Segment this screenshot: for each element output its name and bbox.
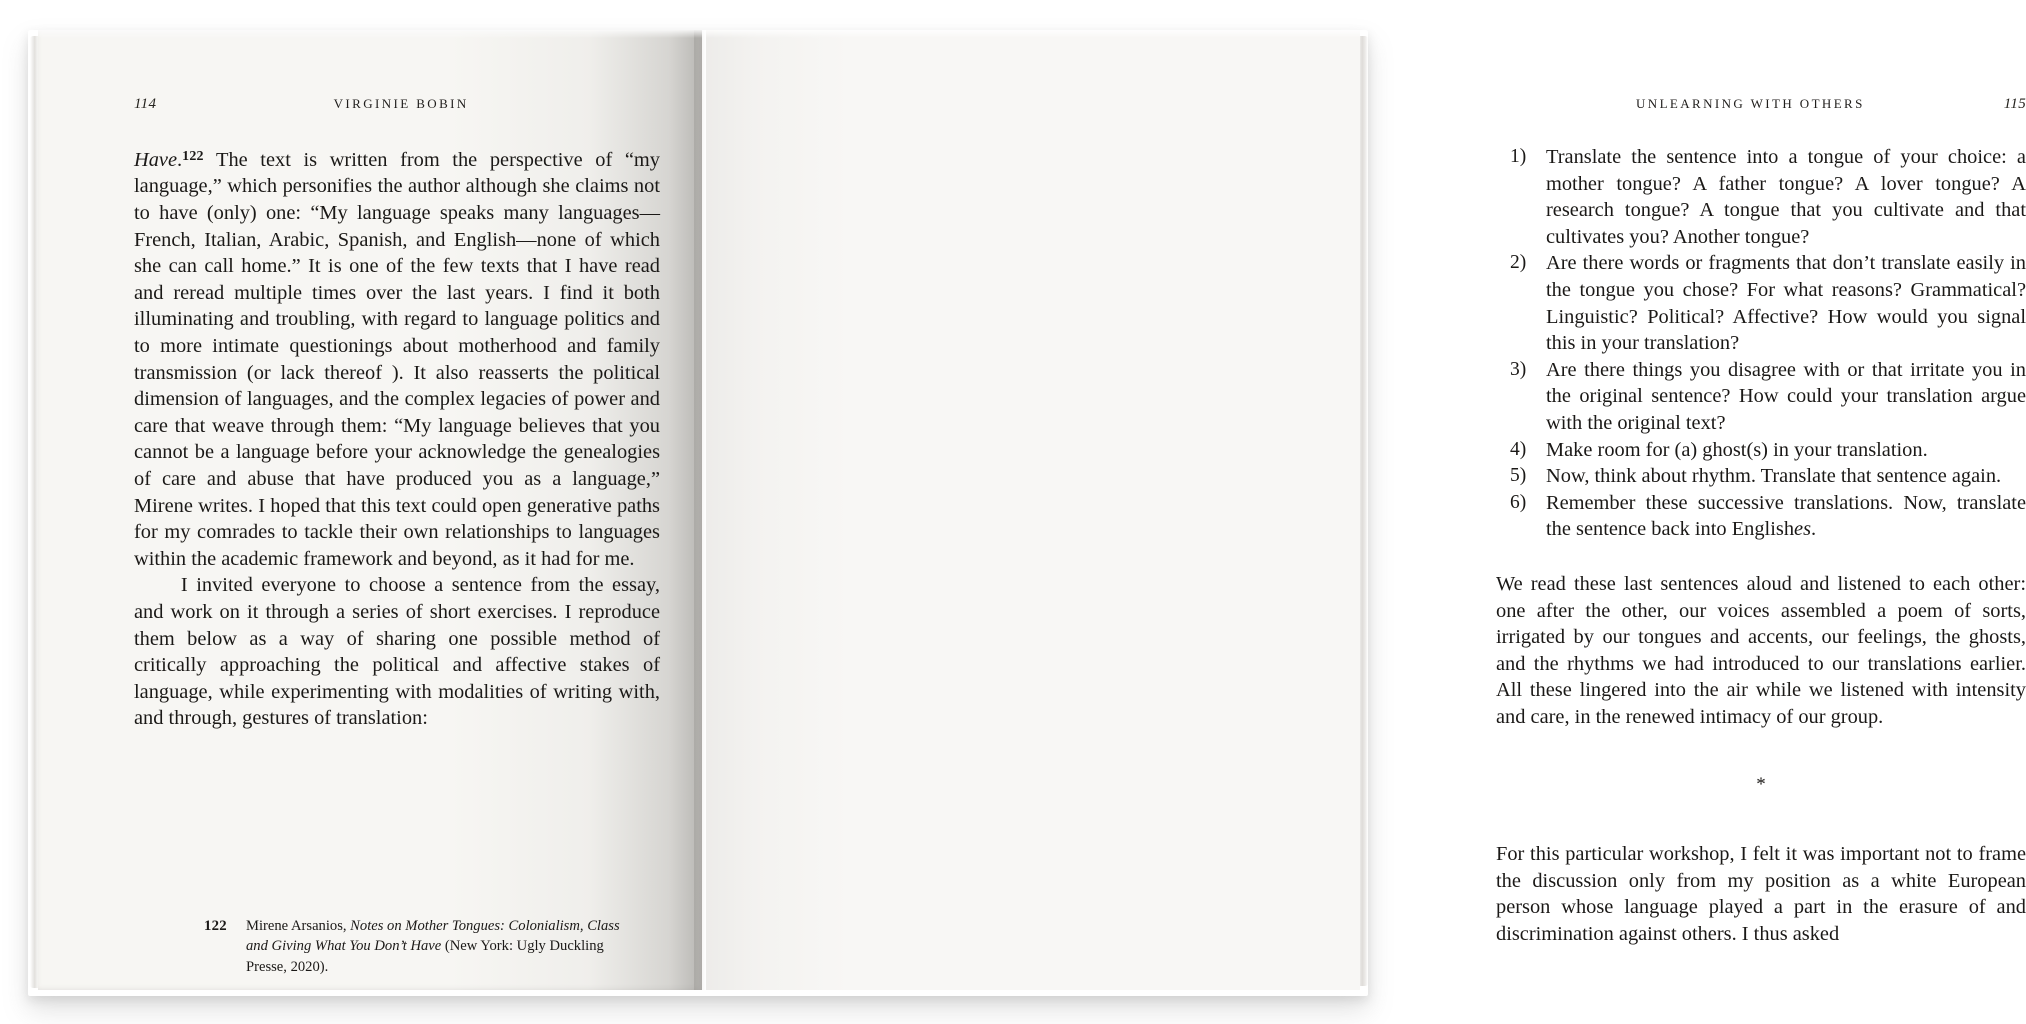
list-item-text: Now, think about rhythm. Translate that sentence again. — [1546, 465, 2002, 488]
recto-textblock — [1496, 144, 2026, 947]
list-item — [1496, 463, 2026, 490]
verso-running-head — [134, 96, 664, 113]
footnote-author: Mirene Arsanios, — [246, 918, 351, 934]
spacer-before-break — [1496, 730, 2026, 772]
list-item-text-tail: . — [1811, 518, 1817, 541]
list-marker: 3) — [1510, 358, 1527, 380]
footnote-text — [246, 916, 634, 977]
list-item — [1496, 250, 2026, 356]
verso-page — [38, 30, 702, 990]
footnote-122 — [204, 916, 634, 977]
recto-chapter-title: UNLEARNING WITH OTHERS — [1636, 96, 1865, 111]
list-marker: 5) — [1510, 465, 1527, 487]
section-break-asterisk: * — [1756, 774, 1766, 796]
paragraph-invitation: I invited everyone to choose a sentence from the essay, and work on it through a series of short exercises. I reproduce them below as a way of sharing one possible method of critically approaching the political and affective stakes of language, while experimenting with modalities of writing with, and through, gestures of translation: — [134, 574, 660, 730]
footnote-publication: (New York: Ugly Duckling Presse, 2020). — [246, 938, 604, 975]
paragraph-reading-aloud: We read these last sentences aloud and listened to each other: one after the other, our voices assembled a poem of sorts, irrigated by our tongues and accents, our feelings, the ghosts, and the rhythms we had introduced to our translations earlier. All these lingered into the air while we listened with intensity and care, in the renewed intimacy of our group. — [1496, 572, 2026, 728]
lead-punctuation: . — [177, 148, 183, 171]
exercise-list — [1496, 144, 2026, 543]
list-item — [1496, 357, 2026, 437]
list-marker: 1) — [1510, 146, 1527, 167]
verso-chapter-title: VIRGINIE BOBIN — [333, 96, 469, 111]
list-item — [1496, 490, 2026, 543]
footnote-reference-marker: 122 — [182, 149, 204, 164]
paragraph-final: For this particular workshop, I felt it was important not to frame the discussion only from my position as a white European person whose language played a part in the erasure of and discrimination against others. I thus asked — [1496, 843, 2026, 945]
list-item-text-main: Remember these successive translations. Now, translate the sentence back into English — [1546, 491, 2026, 541]
list-item — [1496, 144, 2026, 250]
gutter-crease — [694, 30, 706, 990]
list-marker: 4) — [1510, 438, 1527, 460]
verso-textblock — [134, 144, 660, 732]
footnote-title: Notes on Mother Tongues: Colonialism, Class and Giving What You Don’t Have — [246, 918, 620, 955]
lead-italic-word: Have — [134, 148, 178, 171]
spacer-after-list — [1496, 543, 2026, 571]
list-item-text — [1546, 492, 2026, 541]
spacer-after-break — [1496, 799, 2026, 841]
list-item-text: Make room for (a) ghost(s) in your translation. — [1546, 438, 1928, 461]
footnote-number: 122 — [204, 918, 227, 934]
list-marker: 6) — [1510, 491, 1527, 513]
list-item-text-italic-tail: es — [1794, 518, 1812, 541]
list-marker: 2) — [1510, 252, 1527, 274]
paragraph-continued — [134, 144, 660, 572]
recto-page — [706, 30, 2026, 990]
list-item-text: Translate the sentence into a tongue of your choice: a mother tongue? A father tongue? A lover tongue? A research tongue? A tongue that you cultivate and that cultivates you? Another tongue? — [1546, 146, 2026, 248]
recto-folio: 115 — [2003, 96, 2026, 112]
recto-running-head — [1496, 96, 2026, 113]
list-item — [1496, 437, 2026, 464]
verso-folio: 114 — [134, 96, 157, 112]
paragraph-continued-body: The text is written from the perspective of “my language,” which personifies the author although she claims not to have (only) one: “My language speaks many languages—French, Italian, Arabic, Spanish, and English—none of which she can call home.” It is one of the few texts that I have read and reread multiple times over the last years. I find it both illuminating and troubling, with regard to language politics and to more intimate questionings about motherhood and family transmission (or lack thereof ). It also reasserts the political dimension of languages, and the complex legacies of power and care that weave through them: “My language believes that you cannot be a language before your acknowledge the genealogies of care and abuse that have produced you as a language,” Mirene writes. I hoped that this text could open generative paths for my comrades to tackle their own relationships to languages within the academic framework and beyond, as it had for me. — [134, 148, 660, 570]
list-item-text: Are there things you disagree with or that irritate you in the original sentence? How could your translation argue with the original text? — [1546, 358, 2026, 434]
list-item-text: Are there words or fragments that don’t translate easily in the tongue you chose? For what reasons? Grammatical? Linguistic? Political? Affective? How would you signal this in your translation? — [1546, 252, 2026, 355]
